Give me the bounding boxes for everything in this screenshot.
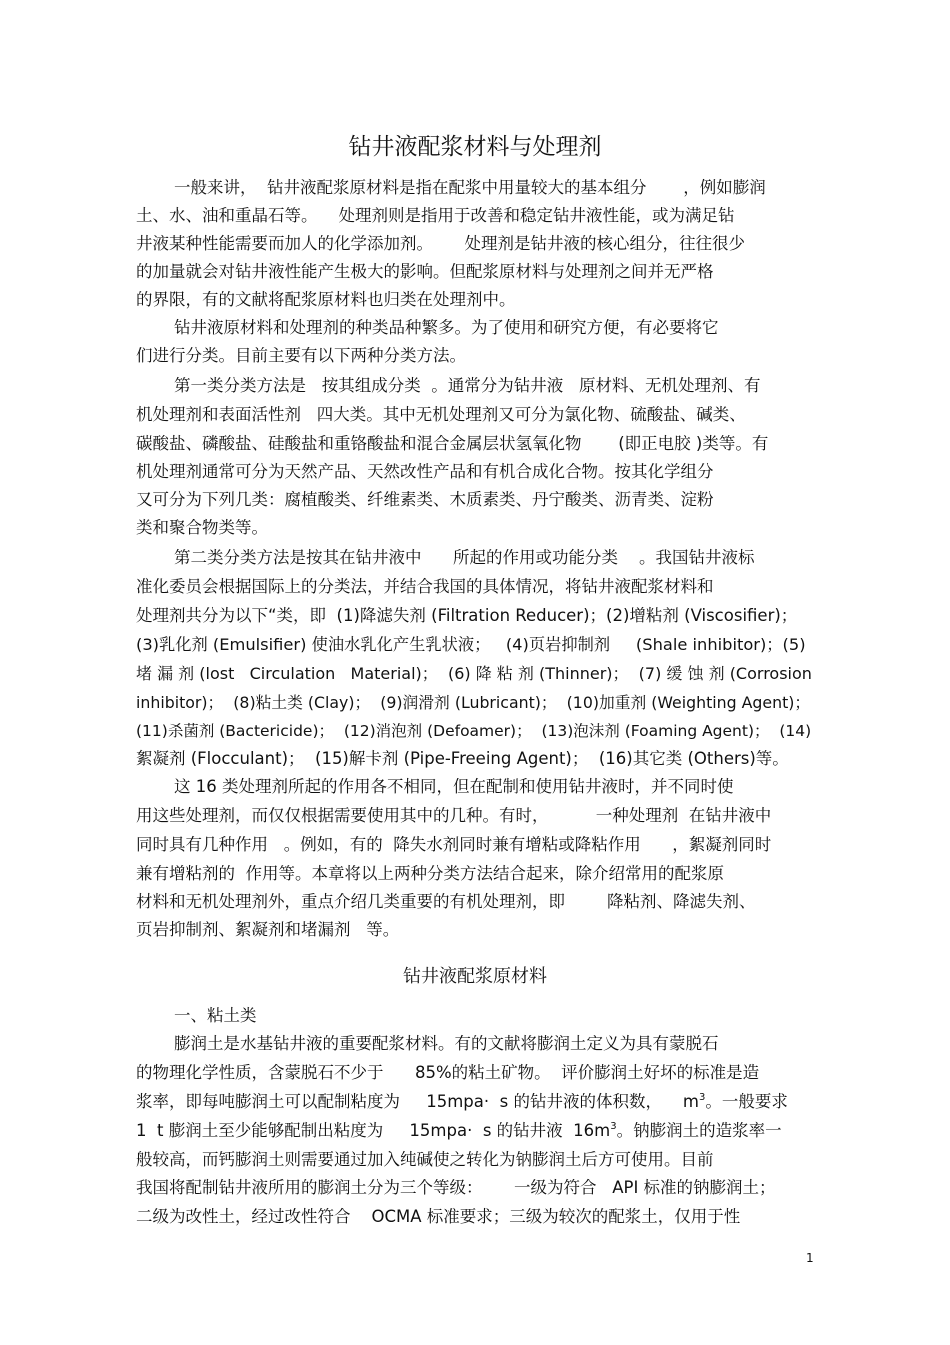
subsection-heading: 一、粘土类: [174, 1006, 257, 1025]
text-segment: 浆率，即每吨膨润土可以配制粘度为 15mpa· s 的钻井液的体积数， m: [136, 1092, 700, 1111]
superscript: 3: [610, 1121, 617, 1132]
paragraph-line: 用这些处理剂，而仅仅根据需要使用其中的几种。有时， 一种处理剂 在钻井液中: [136, 806, 772, 825]
paragraph-line: 第一类分类方法是 按其组成分类 。通常分为钻井液 原材料、无机处理剂、有: [174, 376, 761, 395]
paragraph-line: 我国将配制钻井液所用的膨润土分为三个等级： 一级为符合 API 标准的钠膨润土；: [136, 1178, 776, 1197]
paragraph-line: 般较高，而钙膨润土则需要通过加入纯碱使之转化为钠膨润土后方可使用。目前: [136, 1150, 714, 1169]
paragraph-line: 的界限，有的文献将配浆原材料也归类在处理剂中。: [136, 290, 516, 309]
paragraph-line: 二级为改性土，经过改性符合 OCMA 标准要求；三级为较次的配浆土，仅用于性: [136, 1207, 741, 1226]
paragraph-line: 井液某种性能需要而加人的化学添加剂。 处理剂是钻井液的核心组分，往往很少: [136, 234, 745, 253]
paragraph-line: 同时具有几种作用 。例如，有的 降失水剂同时兼有增粘或降粘作用 ，絮凝剂同时: [136, 835, 772, 854]
paragraph-line: 絮凝剂 (Flocculant)； (15)解卡剂 (Pipe-Freeing Agent)； (16)其它类 (Others)等。: [136, 749, 789, 768]
paragraph-line: 碳酸盐、磷酸盐、硅酸盐和重铬酸盐和混合金属层状氢氧化物 (即正电胶 )类等。有: [136, 434, 769, 453]
paragraph-line: 堵 漏 剂 (lost Circulation Material)； (6) 降 粘 剂 (Thinner)； (7) 缓 蚀 剂 (Corrosion: [136, 664, 812, 683]
paragraph-line: 的物理化学性质，含蒙脱石不少于 85%的粘土矿物。 评价膨润土好坏的标准是造: [136, 1063, 760, 1082]
paragraph-line: 第二类分类方法是按其在钻井液中 所起的作用或功能分类 。我国钻井液标: [174, 548, 755, 567]
text-segment: 。钠膨润土的造浆率一: [616, 1121, 782, 1140]
paragraph-line: 兼有增粘剂的 作用等。本章将以上两种分类方法结合起来，除介绍常用的配浆原: [136, 864, 724, 883]
paragraph-line: 类和聚合物类等。: [136, 518, 268, 537]
paragraph-line: [136, 1092, 788, 1112]
paragraph-line: 准化委员会根据国际上的分类法，并结合我国的具体情况，将钻井液配浆材料和: [136, 577, 714, 596]
paragraph-line: [136, 1121, 782, 1141]
document-title: 钻井液配浆材料与处理剂: [348, 134, 602, 160]
paragraph-line: (11)杀菌剂 (Bactericide)； (12)消泡剂 (Defoamer)； (13)泡沫剂 (Foaming Agent)； (14): [136, 722, 812, 740]
paragraph-line: inhibitor)； (8)粘土类 (Clay)； (9)润滑剂 (Lubricant)； (10)加重剂 (Weighting Agent)；: [136, 693, 811, 712]
paragraph-line: 又可分为下列几类：腐植酸类、纤维素类、木质素类、丹宁酸类、沥青类、淀粉: [136, 490, 714, 509]
paragraph-line: 的加量就会对钻井液性能产生极大的影响。但配浆原材料与处理剂之间并无严格: [136, 262, 714, 281]
paragraph-line: 一般来讲， 钻井液配浆原材料是指在配浆中用量较大的基本组分 ，例如膨润: [174, 178, 766, 197]
paragraph-line: 机处理剂和表面活性剂 四大类。其中无机处理剂又可分为氯化物、硫酸盐、碱类、: [136, 405, 746, 424]
paragraph-line: 机处理剂通常可分为天然产品、天然改性产品和有机合成化合物。按其化学组分: [136, 462, 714, 481]
text-segment: 。一般要求: [705, 1092, 788, 1111]
section-title: 钻井液配浆原材料: [403, 966, 547, 987]
paragraph-line: 这 16 类处理剂所起的作用各不相同，但在配制和使用钻井液时，并不同时使: [174, 777, 734, 796]
paragraph-line: 们进行分类。目前主要有以下两种分类方法。: [136, 346, 466, 365]
paragraph-line: 页岩抑制剂、絮凝剂和堵漏剂 等。: [136, 920, 400, 939]
page-number: 1: [806, 1251, 814, 1265]
text-segment: 1 t 膨润土至少能够配制出粘度为 15mpa· s 的钻井液 16m: [136, 1121, 611, 1140]
paragraph-line: (3)乳化剂 (Emulsifier) 使油水乳化产生乳状液； (4)页岩抑制剂 (Shale inhibitor)；(5): [136, 635, 806, 654]
paragraph-line: 材料和无机处理剂外，重点介绍几类重要的有机处理剂，即 降粘剂、降滤失剂、: [136, 892, 756, 911]
paragraph-line: 膨润土是水基钻井液的重要配浆材料。有的文献将膨润土定义为具有蒙脱石: [174, 1034, 719, 1053]
paragraph-line: 钻井液原材料和处理剂的种类品种繁多。为了使用和研究方便，有必要将它: [174, 318, 719, 337]
superscript: 3: [699, 1092, 706, 1103]
paragraph-line: 处理剂共分为以下“类，即 (1)降滤失剂 (Filtration Reducer)；(2)增粘剂 (Viscosifier)；: [136, 606, 798, 625]
paragraph-line: 土、水、油和重晶石等。 处理剂则是指用于改善和稳定钻井液性能，或为满足钻: [136, 206, 735, 225]
